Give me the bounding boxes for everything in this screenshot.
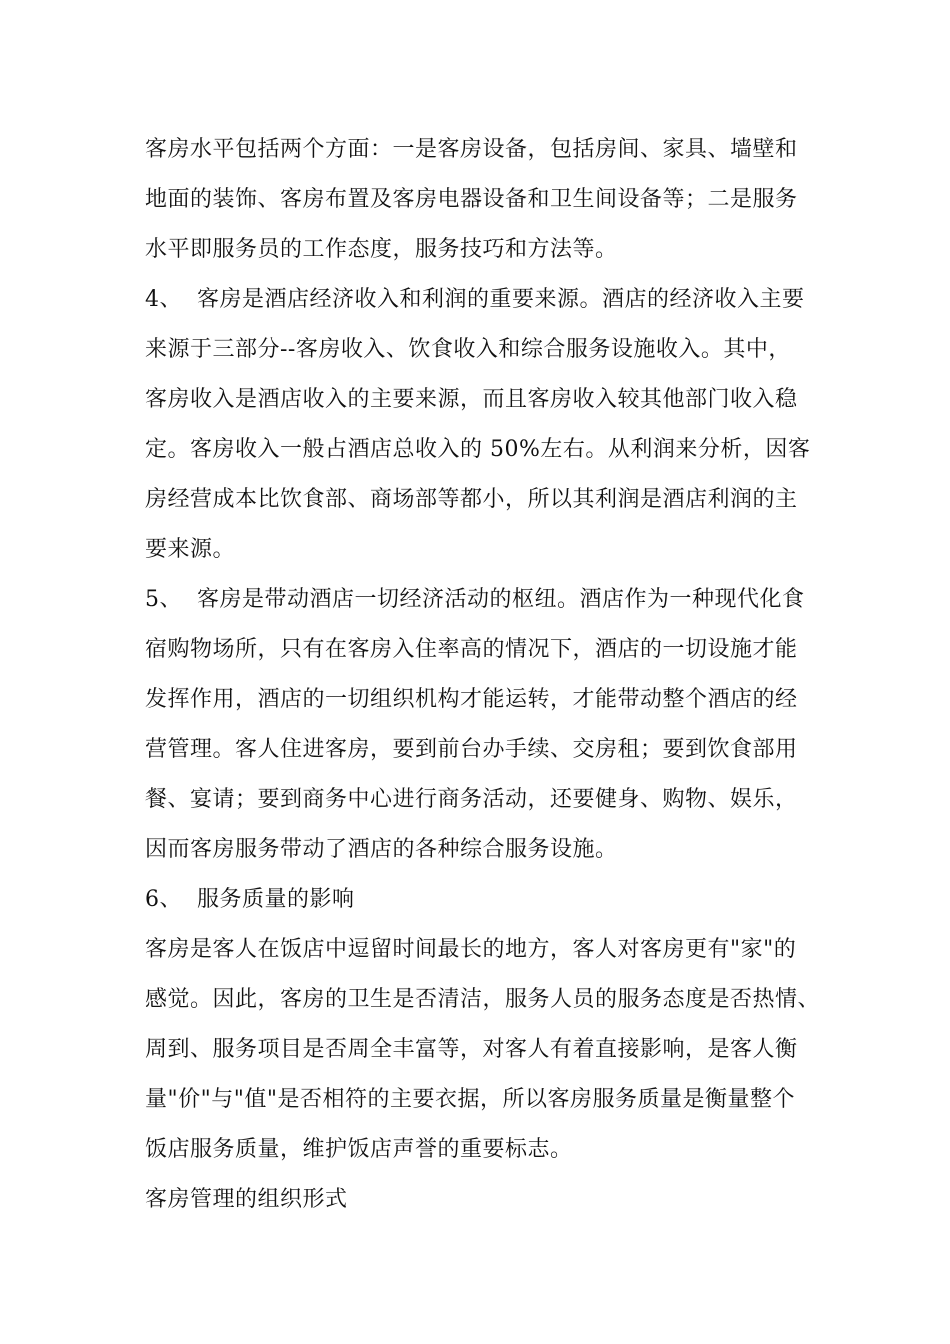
text-line: 客房水平包括两个方面：一是客房设备，包括房间、家具、墙壁和	[145, 137, 798, 162]
text-line: 营管理。客人住进客房，要到前台办手续、交房租；要到饮食部用	[145, 737, 798, 762]
text-line: 宿购物场所，只有在客房入住率高的情况下，酒店的一切设施才能	[145, 637, 798, 662]
text-line: 水平即服务员的工作态度，服务技巧和方法等。	[145, 237, 618, 262]
text-line: 感觉。因此，客房的卫生是否清洁，服务人员的服务态度是否热情、	[145, 987, 821, 1012]
text-line: 发挥作用，酒店的一切组织机构才能运转，才能带动整个酒店的经	[145, 687, 798, 712]
text-line: 房经营成本比饮食部、商场部等都小，所以其利润是酒店利润的主	[145, 487, 798, 512]
text-line: 6、 服务质量的影响	[145, 887, 355, 912]
text-line: 要来源。	[145, 537, 236, 562]
text-line: 4、 客房是酒店经济收入和利润的重要来源。酒店的经济收入主要	[145, 287, 805, 312]
text-line: 饭店服务质量，维护饭店声誉的重要标志。	[145, 1137, 573, 1162]
text-line: 地面的装饰、客房布置及客房电器设备和卫生间设备等；二是服务	[145, 187, 798, 212]
text-line: 5、 客房是带动酒店一切经济活动的枢纽。酒店作为一种现代化食	[145, 587, 805, 612]
text-line: 周到、服务项目是否周全丰富等，对客人有着直接影响，是客人衡	[145, 1037, 798, 1062]
text-line: 量"价"与"值"是否相符的主要衣据，所以客房服务质量是衡量整个	[145, 1087, 795, 1112]
text-line: 来源于三部分--客房收入、饮食收入和综合服务设施收入。其中，	[145, 337, 791, 362]
text-line: 客房收入是酒店收入的主要来源，而且客房收入较其他部门收入稳	[145, 387, 798, 412]
text-line: 客房管理的组织形式	[145, 1187, 348, 1212]
text-line: 餐、宴请；要到商务中心进行商务活动，还要健身、购物、娱乐，	[145, 787, 798, 812]
text-line: 因而客房服务带动了酒店的各种综合服务设施。	[145, 837, 618, 862]
text-line: 定。客房收入一般占酒店总收入的 50%左右。从利润来分析，因客	[145, 437, 811, 462]
text-line: 客房是客人在饭店中逗留时间最长的地方，客人对客房更有"家"的	[145, 937, 797, 962]
